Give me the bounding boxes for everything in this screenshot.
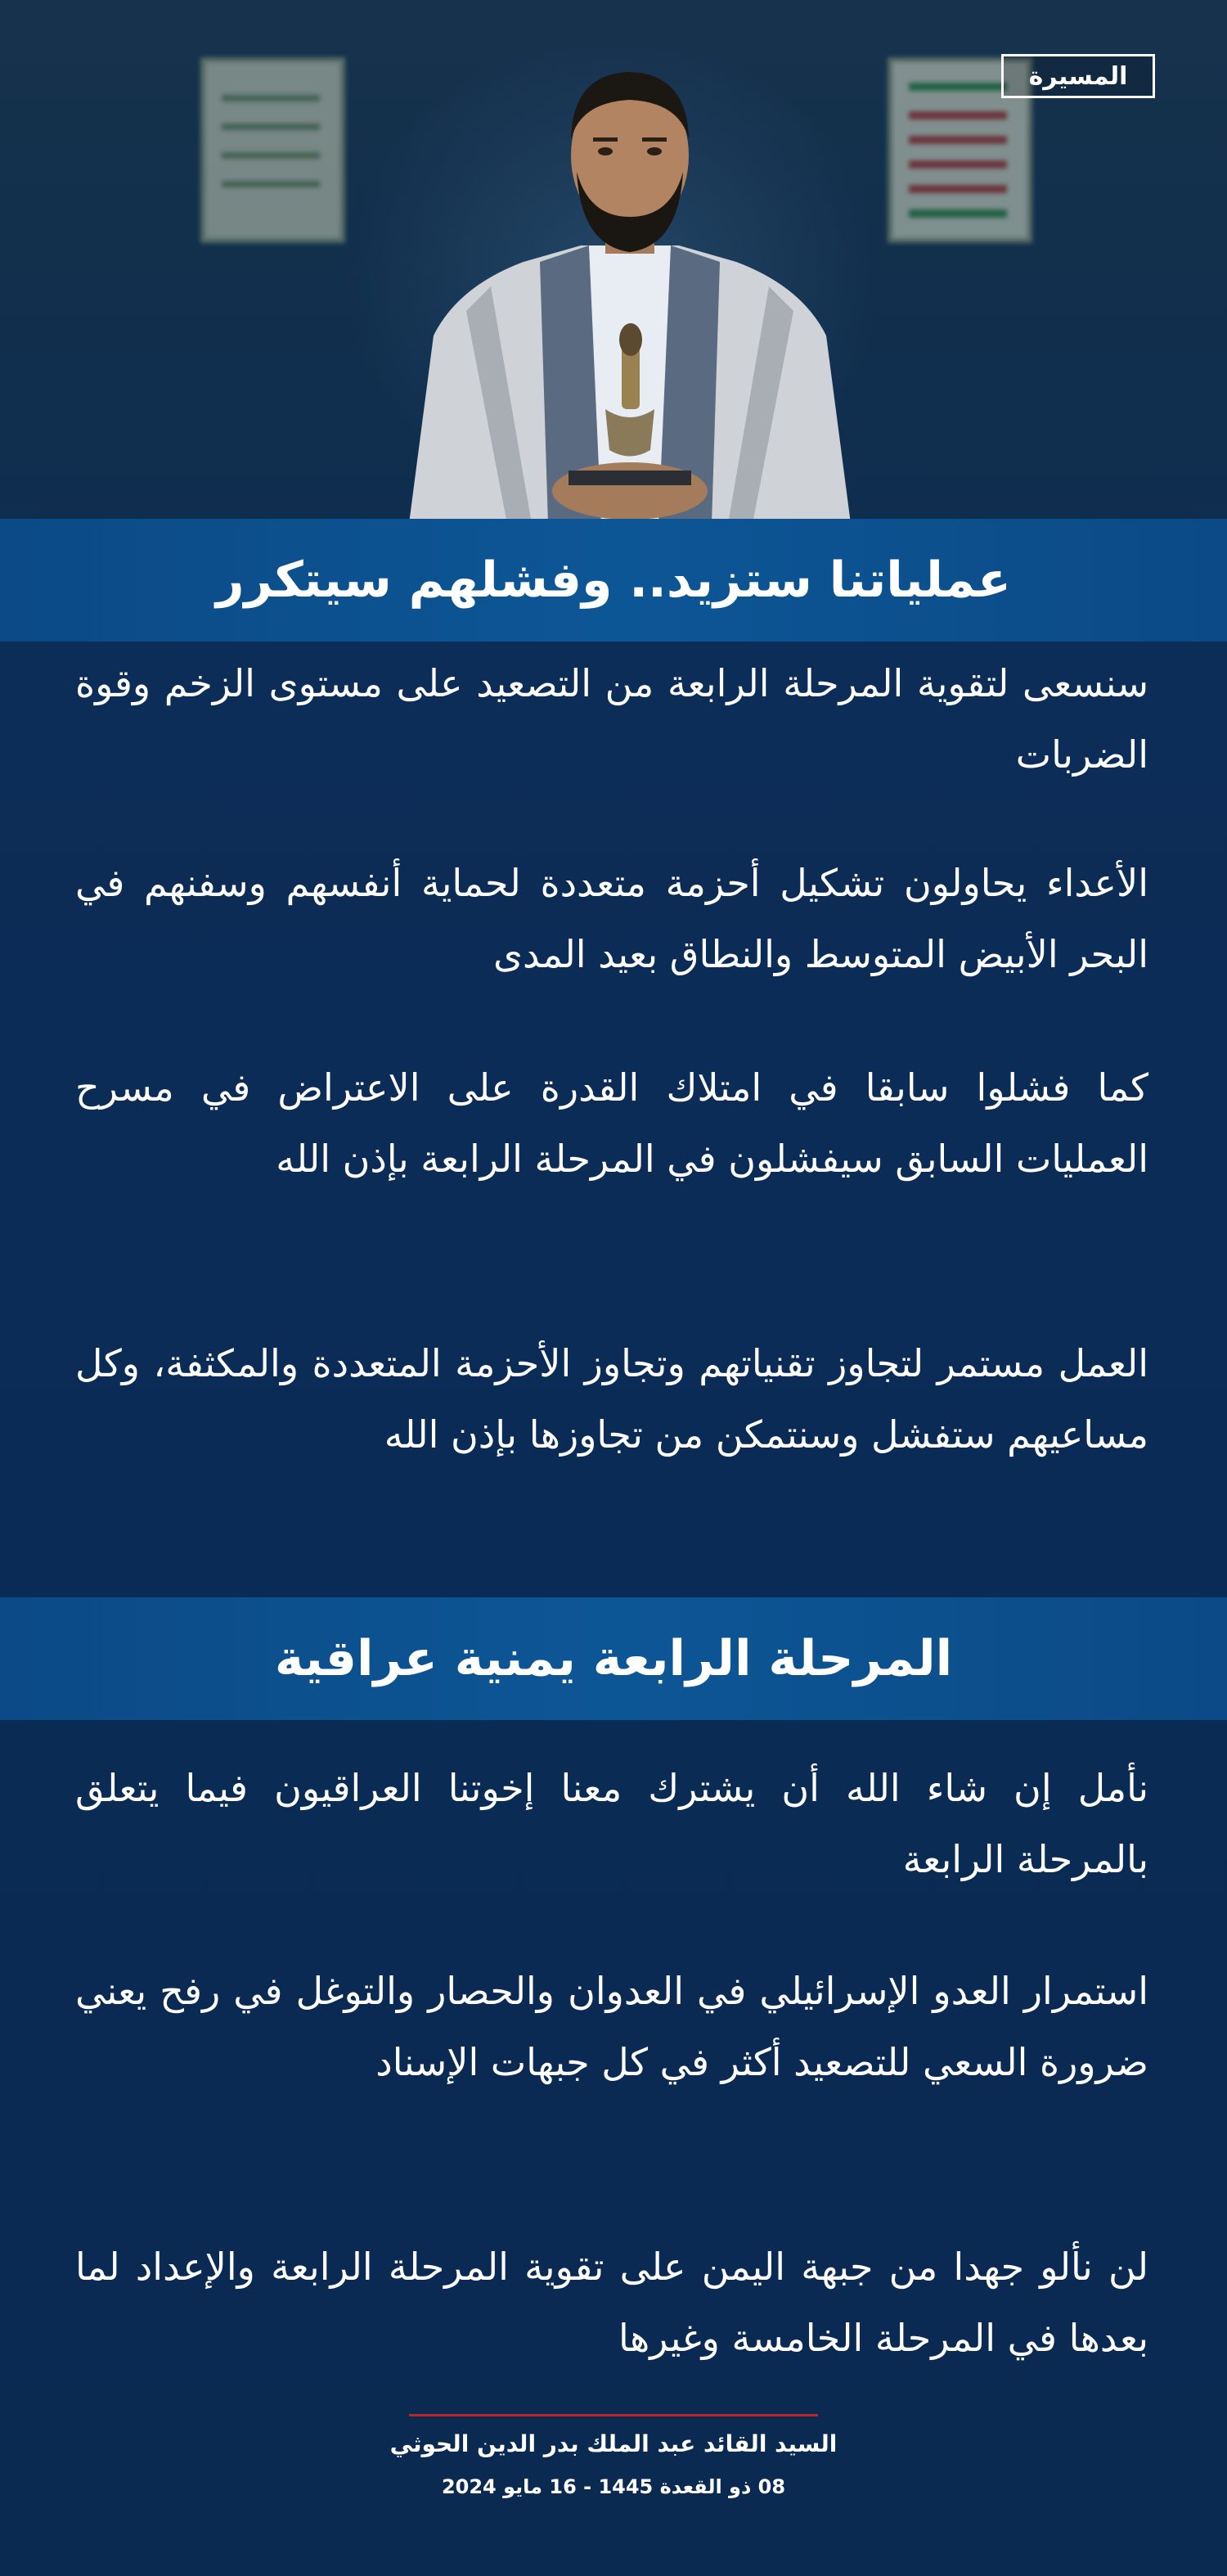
signature-date: 08 ذو القعدة 1445 - 16 مايو 2024 <box>441 2475 786 2498</box>
section-title-2: المرحلة الرابعة يمنية عراقية <box>274 1630 953 1687</box>
signature-name: السيد القائد عبد الملك بدر الدين الحوثي <box>389 2430 838 2457</box>
logo-text: المسيرة <box>1028 61 1128 91</box>
speaker-portrait <box>384 41 875 520</box>
section-title-1: عملياتنا ستزيد.. وفشلهم سيتكرر <box>215 552 1012 609</box>
paragraph-3: كما فشلوا سابقا في امتلاك القدرة على الاعتراض في مسرح العمليات السابق سيفشلون في المرحلة الرابعة بإذن الله <box>75 1065 1148 1181</box>
paragraph-2: الأعداء يحاولون تشكيل أحزمة متعددة لحماية أنفسهم وسفنهم في البحر الأبيض المتوسط والنطاق بعيد المدى <box>75 861 1148 976</box>
paragraph-7: لن نألو جهدا من جبهة اليمن على تقوية المرحلة الرابعة والإعداد لما بعدها في المرحلة الخامسة وغيرها <box>75 2245 1148 2360</box>
paragraph-1: سنسعى لتقوية المرحلة الرابعة من التصعيد على مستوى الزخم وقوة الضربات <box>75 661 1148 777</box>
hero-section <box>0 0 1227 520</box>
paragraph-4: العمل مستمر لتجاوز تقنياتهم وتجاوز الأحزمة المتعددة والمكثفة، وكل مساعيهم ستفشل وسنتمكن من تجاوزها بإذن الله <box>75 1341 1148 1457</box>
paragraph-6: استمرار العدو الإسرائيلي في العدوان والحصار والتوغل في رفح يعني ضرورة السعي للتصعيد أكثر في كل جبهات الإسناد <box>75 1969 1148 2084</box>
section-title-bar-1 <box>0 519 1227 642</box>
paragraph-5: نأمل إن شاء الله أن يشترك معنا إخوتنا العراقيون فيما يتعلق بالمرحلة الرابعة <box>75 1766 1148 1881</box>
banner-left-image <box>200 57 345 243</box>
almasirah-logo <box>1001 54 1155 98</box>
signature-divider <box>409 2414 818 2416</box>
section-title-bar-2 <box>0 1597 1227 1720</box>
